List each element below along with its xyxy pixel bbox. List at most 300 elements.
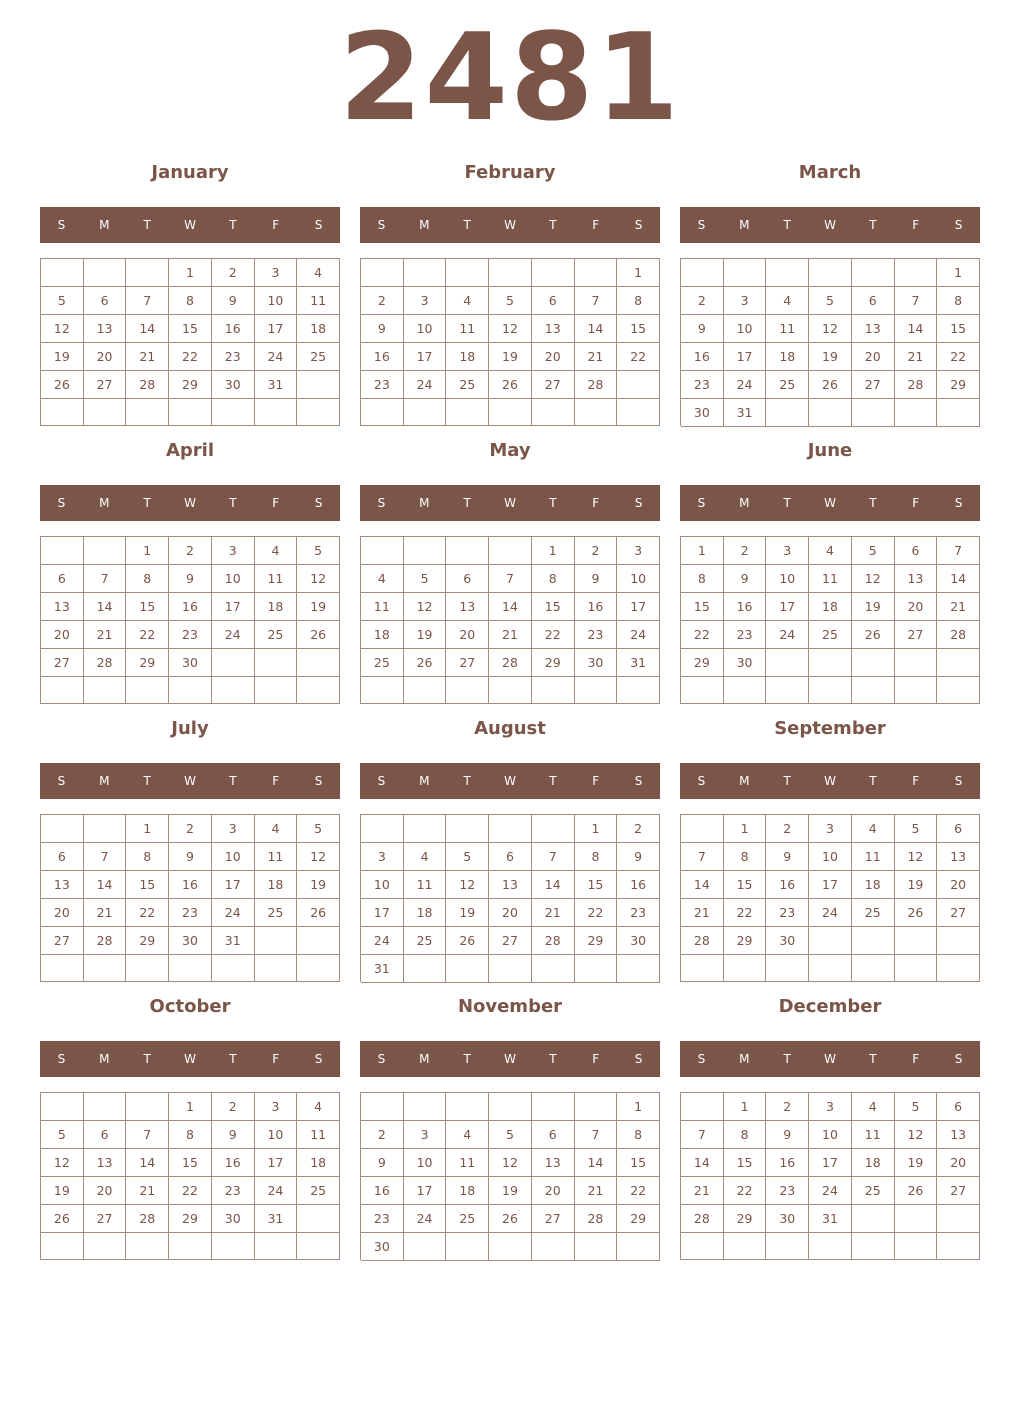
weekday-label: S [314, 774, 323, 788]
day-cell: 26 [404, 649, 447, 677]
day-cell: 21 [937, 593, 980, 621]
day-cell: 29 [169, 1205, 212, 1233]
day-cell: 6 [937, 815, 980, 843]
day-cell: 13 [532, 1149, 575, 1177]
day-cell: 12 [297, 843, 340, 871]
day-cell: 14 [937, 565, 980, 593]
day-cell: 31 [212, 927, 255, 955]
day-cell: 23 [617, 899, 660, 927]
day-cell: 21 [126, 1177, 169, 1205]
weekday-label: W [824, 1052, 836, 1066]
weekday-label: M [99, 218, 110, 232]
weekday-label: T [229, 774, 237, 788]
day-cell: 28 [575, 371, 618, 399]
empty-day-cell [41, 1233, 84, 1260]
day-cell: 4 [446, 1121, 489, 1149]
day-cell: 7 [575, 287, 618, 315]
day-cell: 15 [617, 315, 660, 343]
day-cell: 12 [809, 315, 852, 343]
day-cell: 23 [766, 899, 809, 927]
day-grid [360, 536, 660, 704]
day-cell: 26 [489, 371, 532, 399]
empty-day-cell [446, 1233, 489, 1261]
empty-day-cell [895, 927, 938, 955]
weekday-label: S [314, 218, 323, 232]
empty-day-cell [724, 1233, 767, 1260]
day-cell: 27 [84, 1205, 127, 1233]
day-cell: 16 [681, 343, 724, 371]
day-cell: 12 [895, 1121, 938, 1149]
empty-day-cell [617, 677, 660, 704]
weekday-label: M [739, 496, 750, 510]
day-cell: 1 [575, 815, 618, 843]
empty-day-cell [169, 677, 212, 704]
day-cell: 19 [446, 899, 489, 927]
day-cell: 13 [84, 315, 127, 343]
day-cell: 25 [446, 371, 489, 399]
day-cell: 20 [41, 621, 84, 649]
empty-day-cell [575, 399, 618, 426]
day-cell: 2 [169, 537, 212, 565]
weekday-label: T [229, 218, 237, 232]
day-cell: 17 [724, 343, 767, 371]
day-cell: 1 [681, 537, 724, 565]
empty-day-cell [297, 1233, 340, 1260]
day-cell: 2 [575, 537, 618, 565]
day-cell: 27 [532, 371, 575, 399]
day-cell: 25 [297, 1177, 340, 1205]
weekday-label: M [419, 218, 430, 232]
month-name: February [464, 162, 556, 183]
day-cell: 4 [361, 565, 404, 593]
empty-day-cell [361, 677, 404, 704]
day-cell: 10 [404, 1149, 447, 1177]
weekday-label: S [57, 1052, 66, 1066]
weekday-label: F [592, 774, 600, 788]
day-cell: 18 [297, 1149, 340, 1177]
day-cell: 26 [446, 927, 489, 955]
day-cell: 24 [404, 1205, 447, 1233]
day-cell: 4 [255, 815, 298, 843]
day-cell: 29 [724, 1205, 767, 1233]
empty-day-cell [681, 259, 724, 287]
day-cell: 10 [617, 565, 660, 593]
day-cell: 24 [809, 1177, 852, 1205]
day-grid [40, 258, 340, 426]
day-cell: 19 [852, 593, 895, 621]
weekday-label: M [419, 774, 430, 788]
day-cell: 9 [766, 843, 809, 871]
day-cell: 22 [126, 621, 169, 649]
day-cell: 5 [41, 287, 84, 315]
day-cell: 14 [575, 1149, 618, 1177]
empty-day-cell [255, 1233, 298, 1260]
day-cell: 13 [84, 1149, 127, 1177]
day-cell: 14 [84, 593, 127, 621]
empty-day-cell [255, 955, 298, 982]
day-cell: 7 [895, 287, 938, 315]
day-cell: 23 [169, 621, 212, 649]
empty-day-cell [575, 677, 618, 704]
empty-day-cell [617, 371, 660, 399]
empty-day-cell [809, 1233, 852, 1260]
day-cell: 26 [895, 899, 938, 927]
empty-day-cell [766, 677, 809, 704]
day-cell: 5 [297, 815, 340, 843]
weekday-label: S [954, 496, 963, 510]
empty-day-cell [852, 399, 895, 427]
empty-day-cell [532, 259, 575, 287]
day-cell: 27 [937, 1177, 980, 1205]
day-cell: 20 [895, 593, 938, 621]
empty-day-cell [297, 649, 340, 677]
empty-day-cell [297, 955, 340, 982]
day-cell: 13 [895, 565, 938, 593]
day-cell: 2 [361, 1121, 404, 1149]
empty-day-cell [446, 815, 489, 843]
day-cell: 9 [724, 565, 767, 593]
empty-day-cell [297, 399, 340, 426]
day-cell: 17 [809, 871, 852, 899]
day-grid [680, 814, 980, 982]
day-cell: 31 [255, 371, 298, 399]
empty-day-cell [255, 927, 298, 955]
day-cell: 13 [489, 871, 532, 899]
weekday-label: S [377, 218, 386, 232]
day-cell: 11 [297, 287, 340, 315]
day-cell: 11 [809, 565, 852, 593]
day-cell: 3 [404, 1121, 447, 1149]
empty-day-cell [489, 1233, 532, 1261]
day-cell: 19 [895, 1149, 938, 1177]
empty-day-cell [852, 649, 895, 677]
day-cell: 6 [532, 1121, 575, 1149]
weekday-label: W [504, 218, 516, 232]
day-cell: 9 [169, 565, 212, 593]
weekday-label: M [99, 774, 110, 788]
weekday-header [680, 763, 980, 799]
day-cell: 3 [617, 537, 660, 565]
empty-day-cell [361, 399, 404, 426]
weekday-label: T [869, 218, 877, 232]
day-cell: 9 [212, 1121, 255, 1149]
day-cell: 19 [297, 871, 340, 899]
weekday-label: W [184, 218, 196, 232]
day-cell: 9 [681, 315, 724, 343]
empty-day-cell [489, 537, 532, 565]
day-cell: 18 [404, 899, 447, 927]
weekday-header [40, 1041, 340, 1077]
weekday-label: T [463, 774, 471, 788]
weekday-label: T [143, 496, 151, 510]
day-cell: 12 [404, 593, 447, 621]
day-cell: 5 [41, 1121, 84, 1149]
day-cell: 5 [895, 815, 938, 843]
day-cell: 16 [575, 593, 618, 621]
weekday-label: S [377, 774, 386, 788]
day-cell: 16 [212, 1149, 255, 1177]
day-cell: 10 [809, 1121, 852, 1149]
day-cell: 28 [489, 649, 532, 677]
empty-day-cell [852, 955, 895, 982]
weekday-label: S [697, 774, 706, 788]
day-cell: 8 [169, 1121, 212, 1149]
weekday-header [360, 207, 660, 243]
day-cell: 6 [895, 537, 938, 565]
day-cell: 19 [41, 1177, 84, 1205]
weekday-label: M [739, 1052, 750, 1066]
day-cell: 6 [532, 287, 575, 315]
day-cell: 13 [41, 871, 84, 899]
day-cell: 27 [895, 621, 938, 649]
weekday-label: T [869, 774, 877, 788]
day-cell: 26 [41, 371, 84, 399]
day-cell: 1 [724, 815, 767, 843]
day-cell: 22 [617, 1177, 660, 1205]
day-cell: 15 [126, 871, 169, 899]
day-cell: 15 [169, 1149, 212, 1177]
day-cell: 24 [212, 899, 255, 927]
day-cell: 24 [255, 1177, 298, 1205]
empty-day-cell [404, 677, 447, 704]
day-cell: 26 [809, 371, 852, 399]
empty-day-cell [895, 649, 938, 677]
empty-day-cell [361, 537, 404, 565]
empty-day-cell [937, 1205, 980, 1233]
day-cell: 2 [212, 259, 255, 287]
day-cell: 14 [126, 315, 169, 343]
empty-day-cell [84, 537, 127, 565]
day-cell: 21 [489, 621, 532, 649]
weekday-header [40, 207, 340, 243]
weekday-label: W [504, 1052, 516, 1066]
empty-day-cell [809, 677, 852, 704]
day-cell: 21 [126, 343, 169, 371]
day-cell: 24 [809, 899, 852, 927]
day-cell: 23 [361, 1205, 404, 1233]
weekday-label: F [272, 496, 280, 510]
day-cell: 13 [446, 593, 489, 621]
weekday-header [680, 207, 980, 243]
day-cell: 21 [84, 621, 127, 649]
day-cell: 3 [809, 1093, 852, 1121]
day-cell: 26 [489, 1205, 532, 1233]
day-cell: 30 [212, 1205, 255, 1233]
day-cell: 6 [489, 843, 532, 871]
empty-day-cell [297, 371, 340, 399]
empty-day-cell [361, 1093, 404, 1121]
empty-day-cell [41, 259, 84, 287]
weekday-label: T [229, 1052, 237, 1066]
empty-day-cell [852, 927, 895, 955]
day-grid [40, 536, 340, 704]
day-cell: 11 [446, 315, 489, 343]
day-cell: 12 [446, 871, 489, 899]
day-cell: 8 [575, 843, 618, 871]
day-cell: 22 [617, 343, 660, 371]
day-cell: 15 [681, 593, 724, 621]
day-cell: 8 [169, 287, 212, 315]
weekday-label: W [184, 496, 196, 510]
day-cell: 6 [84, 287, 127, 315]
day-cell: 17 [255, 315, 298, 343]
weekday-label: T [549, 774, 557, 788]
weekday-label: W [504, 774, 516, 788]
day-cell: 8 [937, 287, 980, 315]
day-cell: 25 [766, 371, 809, 399]
empty-day-cell [446, 537, 489, 565]
day-cell: 19 [404, 621, 447, 649]
day-cell: 14 [532, 871, 575, 899]
day-cell: 2 [361, 287, 404, 315]
day-cell: 29 [126, 649, 169, 677]
day-cell: 4 [297, 259, 340, 287]
day-cell: 14 [126, 1149, 169, 1177]
empty-day-cell [446, 259, 489, 287]
day-cell: 7 [681, 843, 724, 871]
day-grid [680, 1092, 980, 1260]
day-cell: 2 [169, 815, 212, 843]
day-cell: 3 [766, 537, 809, 565]
empty-day-cell [169, 1233, 212, 1260]
day-cell: 28 [126, 1205, 169, 1233]
day-cell: 4 [766, 287, 809, 315]
day-cell: 30 [681, 399, 724, 427]
day-cell: 30 [169, 649, 212, 677]
day-cell: 23 [212, 1177, 255, 1205]
day-cell: 25 [297, 343, 340, 371]
empty-day-cell [852, 1205, 895, 1233]
day-cell: 29 [724, 927, 767, 955]
day-cell: 30 [212, 371, 255, 399]
empty-day-cell [446, 955, 489, 983]
day-cell: 22 [169, 343, 212, 371]
day-cell: 20 [937, 871, 980, 899]
empty-day-cell [937, 677, 980, 704]
day-cell: 16 [361, 1177, 404, 1205]
day-cell: 7 [126, 1121, 169, 1149]
day-cell: 17 [255, 1149, 298, 1177]
empty-day-cell [895, 677, 938, 704]
day-cell: 5 [852, 537, 895, 565]
empty-day-cell [575, 259, 618, 287]
empty-day-cell [489, 399, 532, 426]
day-cell: 16 [617, 871, 660, 899]
day-cell: 20 [84, 343, 127, 371]
empty-day-cell [532, 1233, 575, 1261]
day-cell: 19 [297, 593, 340, 621]
day-cell: 30 [617, 927, 660, 955]
weekday-label: S [634, 1052, 643, 1066]
month-name: November [457, 996, 563, 1017]
day-cell: 25 [852, 899, 895, 927]
day-cell: 12 [297, 565, 340, 593]
empty-day-cell [617, 955, 660, 983]
weekday-header [40, 763, 340, 799]
day-cell: 19 [895, 871, 938, 899]
day-cell: 12 [489, 1149, 532, 1177]
day-cell: 7 [489, 565, 532, 593]
day-cell: 20 [532, 1177, 575, 1205]
weekday-label: T [143, 774, 151, 788]
day-cell: 15 [575, 871, 618, 899]
day-cell: 24 [766, 621, 809, 649]
day-cell: 9 [361, 315, 404, 343]
day-cell: 24 [724, 371, 767, 399]
empty-day-cell [489, 955, 532, 983]
weekday-label: T [869, 1052, 877, 1066]
day-cell: 14 [681, 871, 724, 899]
month-name: December [778, 996, 882, 1017]
empty-day-cell [126, 399, 169, 426]
day-cell: 25 [852, 1177, 895, 1205]
empty-day-cell [126, 955, 169, 982]
day-cell: 3 [212, 815, 255, 843]
day-cell: 13 [937, 1121, 980, 1149]
empty-day-cell [681, 955, 724, 982]
empty-day-cell [446, 1093, 489, 1121]
day-cell: 3 [361, 843, 404, 871]
empty-day-cell [532, 815, 575, 843]
weekday-header [680, 485, 980, 521]
day-cell: 26 [895, 1177, 938, 1205]
day-cell: 4 [852, 1093, 895, 1121]
day-cell: 6 [937, 1093, 980, 1121]
empty-day-cell [212, 649, 255, 677]
day-cell: 12 [895, 843, 938, 871]
day-cell: 19 [489, 343, 532, 371]
day-cell: 19 [41, 343, 84, 371]
day-cell: 22 [681, 621, 724, 649]
day-cell: 11 [852, 1121, 895, 1149]
empty-day-cell [852, 677, 895, 704]
empty-day-cell [895, 1233, 938, 1260]
day-cell: 27 [852, 371, 895, 399]
empty-day-cell [724, 955, 767, 982]
empty-day-cell [404, 259, 447, 287]
day-cell: 18 [852, 1149, 895, 1177]
empty-day-cell [809, 649, 852, 677]
day-cell: 13 [852, 315, 895, 343]
day-cell: 4 [297, 1093, 340, 1121]
day-cell: 18 [446, 343, 489, 371]
day-cell: 3 [404, 287, 447, 315]
day-cell: 24 [212, 621, 255, 649]
day-cell: 17 [809, 1149, 852, 1177]
day-cell: 28 [532, 927, 575, 955]
day-cell: 31 [617, 649, 660, 677]
day-cell: 9 [169, 843, 212, 871]
day-cell: 17 [212, 871, 255, 899]
day-cell: 25 [404, 927, 447, 955]
day-cell: 5 [404, 565, 447, 593]
day-cell: 1 [169, 1093, 212, 1121]
day-cell: 22 [169, 1177, 212, 1205]
day-cell: 29 [617, 1205, 660, 1233]
empty-day-cell [404, 815, 447, 843]
day-cell: 7 [84, 565, 127, 593]
weekday-label: M [99, 496, 110, 510]
day-cell: 15 [169, 315, 212, 343]
day-cell: 10 [212, 843, 255, 871]
day-cell: 22 [724, 1177, 767, 1205]
empty-day-cell [169, 955, 212, 982]
day-cell: 11 [852, 843, 895, 871]
day-cell: 20 [937, 1149, 980, 1177]
day-cell: 29 [937, 371, 980, 399]
weekday-label: S [377, 1052, 386, 1066]
weekday-label: M [419, 496, 430, 510]
